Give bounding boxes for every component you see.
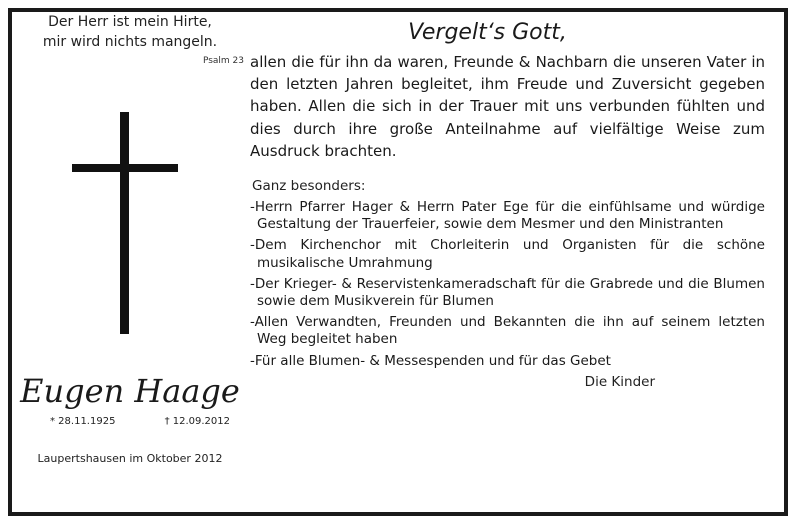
psalm-line-1: Der Herr ist mein Hirte,: [48, 14, 212, 30]
deceased-name: Eugen Haage: [20, 372, 240, 410]
thanks-list: [250, 199, 765, 370]
psalm-reference: Psalm 23: [202, 56, 244, 66]
thanks-item: -Dem Kirchenchor mit Chorleiterin und Organisten für die schöne musikalische Umrahmung: [250, 237, 765, 271]
right-column: [250, 20, 765, 390]
thanks-title: Vergelt‘s Gott,: [408, 20, 567, 45]
cross-horizontal-beam: [72, 164, 178, 172]
thanks-item: -Für alle Blumen- & Messespenden und für das Gebet: [250, 352, 611, 369]
thanks-item: -Allen Verwandten, Freunden und Bekannten die ihn auf seinem letzten Weg begleitet haben: [250, 314, 765, 348]
place-and-date: Laupertshausen im Oktober 2012: [37, 452, 223, 465]
cross-icon: [72, 112, 178, 334]
signature: Die Kinder: [584, 373, 655, 390]
death-date: † 12.09.2012: [164, 416, 230, 427]
left-column: [14, 12, 246, 66]
psalm-line-2: mir wird nichts mangeln.: [42, 34, 218, 50]
special-thanks-heading: Ganz besonders:: [252, 178, 366, 195]
life-dates: [50, 416, 230, 427]
psalm-quote: [14, 12, 246, 52]
birth-date: * 28.11.1925: [50, 416, 116, 427]
thanks-item: -Herrn Pfarrer Hager & Herrn Pater Ege für die einfühlsame und würdige Gestaltung der Trauerfeier, sowie dem Mesmer und den Ministranten: [250, 199, 765, 233]
thanks-item: -Der Krieger- & Reservistenkameradschaft für die Grabrede und die Blumen sowie dem Musikverein für Blumen: [250, 275, 765, 310]
cross-vertical-beam: [120, 112, 129, 334]
thanks-intro: allen die für ihn da waren, Freunde & Nachbarn die unseren Vater in den letzten Jahren begleitet, ihm Freude und Zuversicht gegeben haben. Allen die sich in der Trauer mit uns verbunden fühlten und dies durch ihre große Anteilnahme auf vielfältige Weise zum Ausdruck brachten.: [250, 53, 765, 160]
